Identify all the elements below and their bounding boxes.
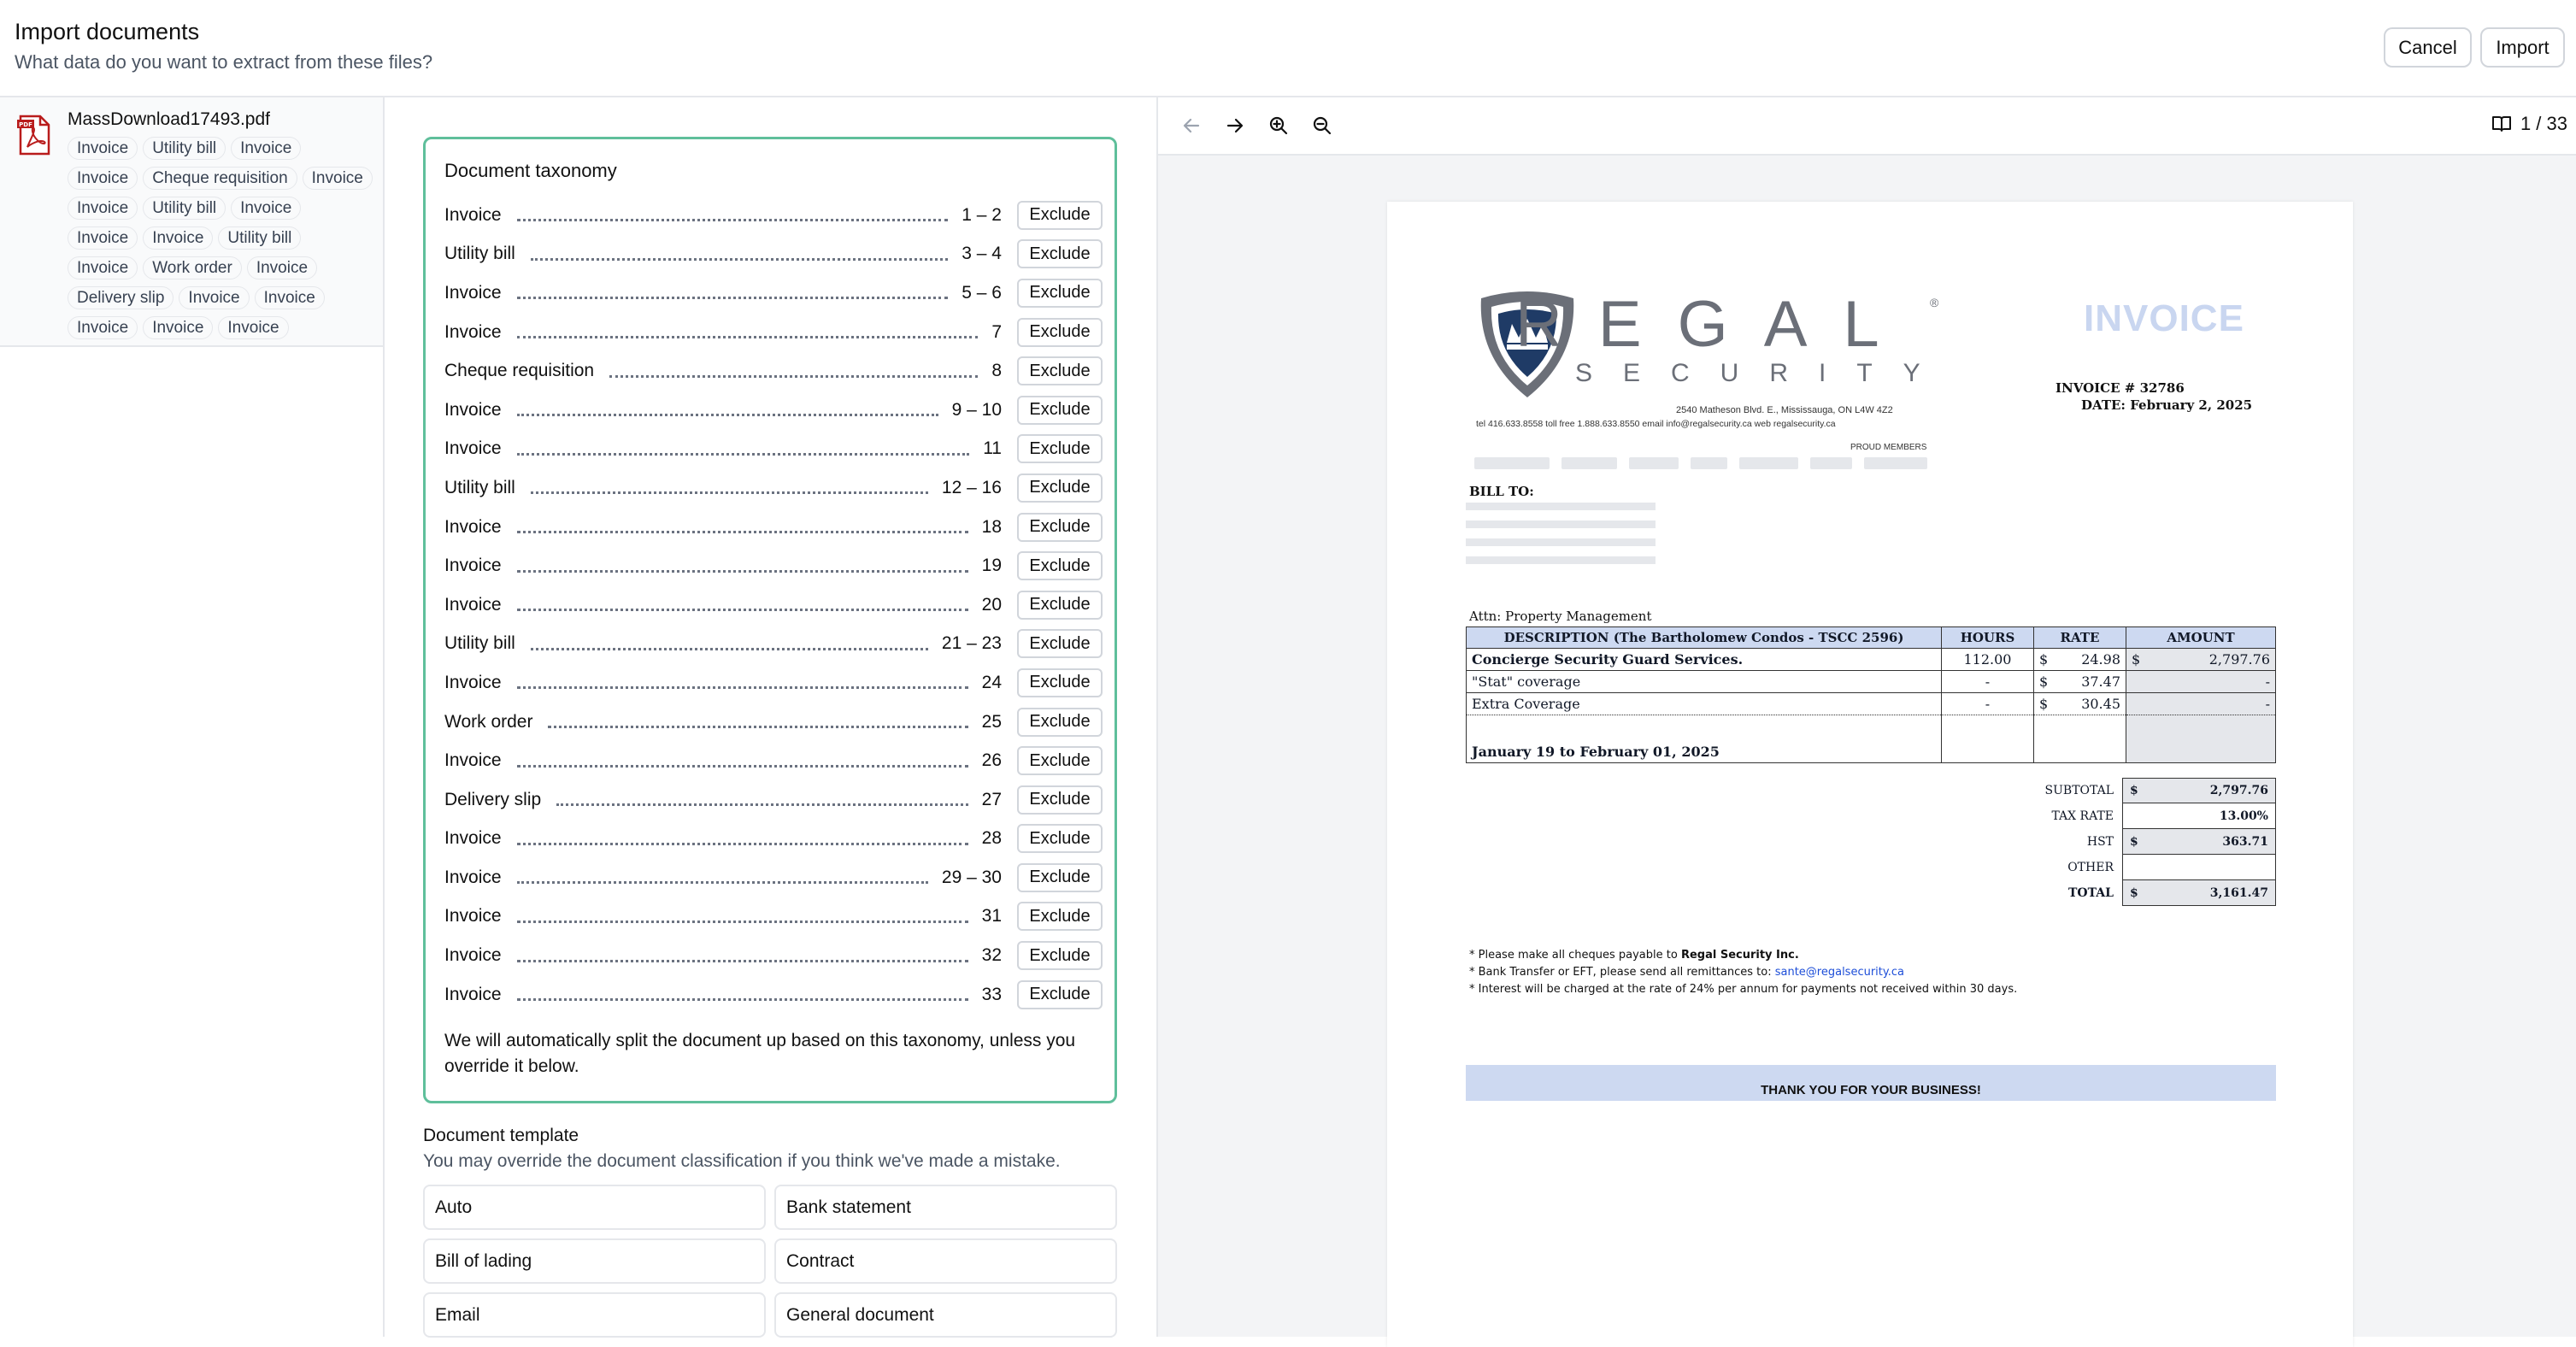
col-amount: AMOUNT: [2126, 627, 2276, 649]
exclude-button[interactable]: Exclude: [1017, 396, 1103, 425]
template-subtitle: You may override the document classification if you think we've made a mistake.: [423, 1151, 1061, 1171]
dot-leader: [517, 765, 968, 768]
template-option[interactable]: Bill of lading: [423, 1238, 766, 1284]
brand-subtitle: SECURITY: [1575, 359, 1951, 387]
line-hours: -: [1942, 693, 2034, 715]
pdf-file-icon: [17, 115, 51, 156]
taxonomy-page-range: 19: [981, 556, 1002, 576]
exclude-button[interactable]: Exclude: [1017, 434, 1103, 463]
thank-you-banner: THANK YOU FOR YOUR BUSINESS!: [1466, 1065, 2276, 1101]
taxonomy-doc-type: Invoice: [444, 282, 502, 303]
taxonomy-page-range: 33: [981, 984, 1002, 1004]
taxonomy-page-range: 3 – 4: [962, 244, 1002, 264]
exclude-button[interactable]: Exclude: [1017, 668, 1103, 697]
taxonomy-title: Document taxonomy: [444, 160, 617, 181]
exclude-button[interactable]: Exclude: [1017, 318, 1103, 347]
taxonomy-row: [444, 663, 1103, 703]
invoice-line: [1467, 671, 2276, 693]
viewer-toolbar: [1158, 97, 2576, 156]
taxonomy-doc-type: Invoice: [444, 399, 502, 420]
taxonomy-row: [444, 936, 1103, 975]
file-tags: [68, 137, 375, 339]
subtotal-row: SUBTOTAL $ 2,797.76: [2003, 778, 2276, 803]
file-tag: Invoice: [303, 167, 373, 190]
arrow-right-icon[interactable]: [1222, 113, 1248, 138]
taxonomy-doc-type: Invoice: [444, 945, 502, 966]
config-panel: [386, 97, 1156, 1337]
taxonomy-page-range: 29 – 30: [941, 867, 1002, 887]
document-viewer: [1156, 97, 2576, 1337]
taxonomy-list: [444, 196, 1103, 1014]
taxonomy-page-range: 31: [981, 906, 1002, 926]
exclude-button[interactable]: Exclude: [1017, 863, 1103, 892]
taxonomy-doc-type: Invoice: [444, 204, 502, 225]
file-tag: Invoice: [231, 197, 301, 220]
book-open-icon: [2491, 115, 2512, 133]
bill-to-redacted: [1466, 503, 1656, 574]
taxonomy-page-range: 8: [991, 361, 1002, 381]
exclude-button[interactable]: Exclude: [1017, 279, 1103, 308]
invoice-date: February 2, 2025: [2130, 397, 2253, 413]
taxonomy-page-range: 9 – 10: [951, 399, 1002, 420]
bill-to-label: BILL TO:: [1469, 484, 1534, 499]
remittance-email-link[interactable]: sante@regalsecurity.ca: [1774, 966, 1904, 979]
exclude-button[interactable]: Exclude: [1017, 746, 1103, 775]
taxonomy-note: We will automatically split the document up based on this taxonomy, unless you override it below.: [444, 1031, 1076, 1076]
taxonomy-row: [444, 546, 1103, 585]
dot-leader: [517, 297, 949, 299]
dot-leader: [517, 609, 968, 611]
template-option[interactable]: Auto: [423, 1185, 766, 1230]
exclude-button[interactable]: Exclude: [1017, 474, 1103, 503]
file-tag: Work order: [143, 256, 242, 279]
taxonomy-page-range: 12 – 16: [941, 477, 1002, 497]
exclude-button[interactable]: Exclude: [1017, 980, 1103, 1009]
dot-leader: [517, 219, 949, 221]
exclude-button[interactable]: Exclude: [1017, 785, 1103, 815]
taxonomy-row: [444, 430, 1103, 469]
file-tag: Invoice: [68, 137, 138, 160]
taxonomy-row: [444, 780, 1103, 820]
taxonomy-doc-type: Invoice: [444, 516, 502, 537]
file-tag: Invoice: [68, 197, 138, 220]
dot-leader: [517, 414, 938, 416]
billing-period: January 19 to February 01, 2025: [1467, 715, 1942, 763]
exclude-button[interactable]: Exclude: [1017, 356, 1103, 385]
taxonomy-page-range: 27: [981, 789, 1002, 809]
file-tag: Invoice: [218, 316, 288, 339]
taxonomy-row: [444, 975, 1103, 1015]
file-tag: Cheque requisition: [143, 167, 297, 190]
company-address: 2540 Matheson Blvd. E., Mississauga, ON L4W 4Z2: [1676, 405, 1893, 415]
dot-leader: [556, 803, 967, 806]
payment-notes: [1469, 947, 2017, 998]
taxonomy-page-range: 7: [991, 321, 1002, 342]
line-rate: $ 30.45: [2034, 693, 2126, 715]
exclude-button[interactable]: Exclude: [1017, 239, 1103, 268]
file-tag: Delivery slip: [68, 286, 173, 309]
invoice-date-label: DATE:: [2081, 397, 2126, 413]
file-tag: Invoice: [68, 167, 138, 190]
line-description: "Stat" coverage: [1467, 671, 1942, 693]
taxonomy-doc-type: Invoice: [444, 594, 502, 615]
taxonomy-row: [444, 858, 1103, 897]
file-tag: Invoice: [179, 286, 249, 309]
taxonomy-page-range: 18: [981, 516, 1002, 537]
zoom-out-icon[interactable]: [1309, 113, 1335, 138]
taxonomy-doc-type: Invoice: [444, 867, 502, 887]
taxonomy-page-range: 24: [981, 672, 1002, 692]
attn-line: Attn: Property Management: [1469, 609, 1652, 624]
payment-note-2: * Bank Transfer or EFT, please send all remittances to: sante@regalsecurity.ca: [1469, 966, 1904, 979]
payment-note-3: * Interest will be charged at the rate of 24% per annum for payments not received within 30 days.: [1469, 983, 2018, 996]
taxonomy-row: [444, 274, 1103, 313]
line-rate: $ 24.98: [2034, 649, 2126, 671]
taxonomy-doc-type: Invoice: [444, 984, 502, 1004]
taxonomy-doc-type: Work order: [444, 711, 533, 732]
taxonomy-doc-type: Invoice: [444, 321, 502, 342]
document-page: [1387, 202, 2353, 1347]
dialog-subtitle: What data do you want to extract from these files?: [15, 51, 433, 73]
dot-leader: [517, 960, 968, 962]
taxonomy-row: [444, 468, 1103, 508]
taxonomy-page-range: 25: [981, 711, 1002, 732]
template-option[interactable]: Bank statement: [774, 1185, 1117, 1230]
member-logos: [1474, 455, 1927, 472]
dot-leader: [609, 375, 978, 378]
line-description: Concierge Security Guard Services.: [1467, 649, 1942, 671]
file-name: MassDownload17493.pdf: [68, 109, 270, 129]
taxonomy-row: [444, 820, 1103, 859]
template-options: [423, 1185, 1117, 1338]
import-button[interactable]: Import: [2480, 27, 2565, 68]
taxonomy-page-range: 21 – 23: [941, 633, 1002, 654]
dot-leader: [517, 531, 968, 533]
taxonomy-page-range: 5 – 6: [962, 282, 1002, 303]
taxonomy-page-range: 28: [981, 828, 1002, 849]
template-option[interactable]: Contract: [774, 1238, 1117, 1284]
line-amount: -: [2126, 671, 2276, 693]
file-tag: Invoice: [68, 256, 138, 279]
taxonomy-doc-type: Delivery slip: [444, 789, 542, 809]
payment-note-1: * Please make all cheques payable to Regal Security Inc.: [1469, 949, 1799, 962]
dot-leader: [531, 648, 928, 650]
taxonomy-doc-type: Invoice: [444, 828, 502, 849]
taxonomy-doc-type: Cheque requisition: [444, 361, 595, 381]
tax-rate-row: TAX RATE 13.00%: [2003, 803, 2276, 829]
template-option[interactable]: Email: [423, 1292, 766, 1338]
file-tag: Utility bill: [143, 137, 226, 160]
col-rate: RATE: [2034, 627, 2126, 649]
total-row: TOTAL $ 3,161.47: [2003, 880, 2276, 906]
file-tag: Invoice: [247, 256, 317, 279]
taxonomy-doc-type: Utility bill: [444, 477, 515, 497]
file-tag: Invoice: [68, 226, 138, 250]
registered-mark-icon: ®: [1930, 296, 1939, 309]
col-hours: HOURS: [1942, 627, 2034, 649]
arrow-left-icon[interactable]: [1179, 113, 1204, 138]
file-tag: Invoice: [143, 226, 213, 250]
invoice-line-items: [1466, 626, 2276, 763]
line-hours: -: [1942, 671, 2034, 693]
dot-leader: [517, 998, 968, 1001]
line-amount: -: [2126, 693, 2276, 715]
taxonomy-doc-type: Invoice: [444, 438, 502, 459]
exclude-button[interactable]: Exclude: [1017, 551, 1103, 580]
taxonomy-row: [444, 585, 1103, 625]
page-indicator: [2491, 113, 2567, 135]
taxonomy-row: [444, 235, 1103, 274]
exclude-button[interactable]: Exclude: [1017, 591, 1103, 620]
company-contact: tel 416.633.8558 toll free 1.888.633.8550 email info@regalsecurity.ca web regalsecurity.ca: [1476, 419, 1836, 429]
invoice-number-row: [2056, 380, 2185, 396]
taxonomy-row: [444, 625, 1103, 664]
taxonomy-doc-type: Invoice: [444, 672, 502, 692]
svg-text:PDF: PDF: [19, 121, 32, 128]
invoice-totals: [2003, 778, 2276, 906]
invoice-line: [1467, 693, 2276, 715]
invoice-number: 32786: [2139, 380, 2185, 396]
taxonomy-page-range: 20: [981, 594, 1002, 615]
taxonomy-page-range: 1 – 2: [962, 204, 1002, 225]
dot-leader: [517, 843, 968, 845]
taxonomy-row: [444, 351, 1103, 391]
line-rate: $ 37.47: [2034, 671, 2126, 693]
dot-leader: [517, 453, 970, 456]
file-tag: Utility bill: [143, 197, 226, 220]
template-option[interactable]: General document: [774, 1292, 1117, 1338]
taxonomy-row: [444, 196, 1103, 235]
zoom-in-icon[interactable]: [1266, 113, 1291, 138]
file-tag: Utility bill: [218, 226, 301, 250]
dialog-header: [0, 0, 2576, 97]
line-hours: 112.00: [1942, 649, 2034, 671]
taxonomy-row: [444, 741, 1103, 780]
invoice-number-label: INVOICE #: [2056, 380, 2136, 396]
exclude-button[interactable]: Exclude: [1017, 513, 1103, 542]
proud-members-label: PROUD MEMBERS: [1850, 443, 1927, 452]
taxonomy-doc-type: Invoice: [444, 906, 502, 926]
exclude-button[interactable]: Exclude: [1017, 941, 1103, 970]
dot-leader: [531, 491, 928, 494]
exclude-button[interactable]: Exclude: [1017, 902, 1103, 931]
page-indicator-text: 1 / 33: [2520, 113, 2567, 134]
taxonomy-doc-type: Utility bill: [444, 633, 515, 654]
line-amount: $ 2,797.76: [2126, 649, 2276, 671]
taxonomy-doc-type: Invoice: [444, 556, 502, 576]
dot-leader: [517, 686, 968, 689]
other-row: OTHER: [2003, 855, 2276, 880]
file-tag: Invoice: [255, 286, 325, 309]
invoice-date-row: [2081, 397, 2252, 413]
dot-leader: [548, 726, 967, 728]
file-item[interactable]: [0, 97, 383, 347]
invoice-line: [1467, 649, 2276, 671]
hst-row: HST $ 363.71: [2003, 829, 2276, 855]
dialog-title: Import documents: [15, 19, 200, 44]
file-tag: Invoice: [231, 137, 301, 160]
file-tag: Invoice: [68, 316, 138, 339]
dot-leader: [531, 258, 948, 261]
taxonomy-page-range: 11: [983, 438, 1002, 459]
template-title: Document template: [423, 1126, 579, 1145]
taxonomy-doc-type: Utility bill: [444, 244, 515, 264]
dot-leader: [517, 921, 968, 923]
dot-leader: [517, 881, 928, 884]
taxonomy-row: [444, 391, 1103, 430]
taxonomy-page-range: 32: [981, 945, 1002, 966]
taxonomy-row: [444, 703, 1103, 742]
brand-name: REGAL: [1515, 288, 1915, 361]
taxonomy-row: [444, 897, 1103, 937]
taxonomy-page-range: 26: [981, 750, 1002, 771]
taxonomy-row: [444, 508, 1103, 547]
dot-leader: [517, 336, 979, 338]
file-sidebar: [0, 97, 385, 1337]
dot-leader: [517, 570, 968, 573]
taxonomy-row: [444, 313, 1103, 352]
document-taxonomy-card: [423, 137, 1117, 1103]
exclude-button[interactable]: Exclude: [1017, 708, 1103, 737]
exclude-button[interactable]: Exclude: [1017, 629, 1103, 658]
exclude-button[interactable]: Exclude: [1017, 824, 1103, 853]
cancel-button[interactable]: Cancel: [2384, 27, 2472, 68]
col-description: DESCRIPTION (The Bartholomew Condos - TSCC 2596): [1467, 627, 1942, 649]
taxonomy-doc-type: Invoice: [444, 750, 502, 771]
invoice-heading: INVOICE: [2084, 297, 2244, 339]
line-description: Extra Coverage: [1467, 693, 1942, 715]
exclude-button[interactable]: Exclude: [1017, 201, 1103, 230]
file-tag: Invoice: [143, 316, 213, 339]
